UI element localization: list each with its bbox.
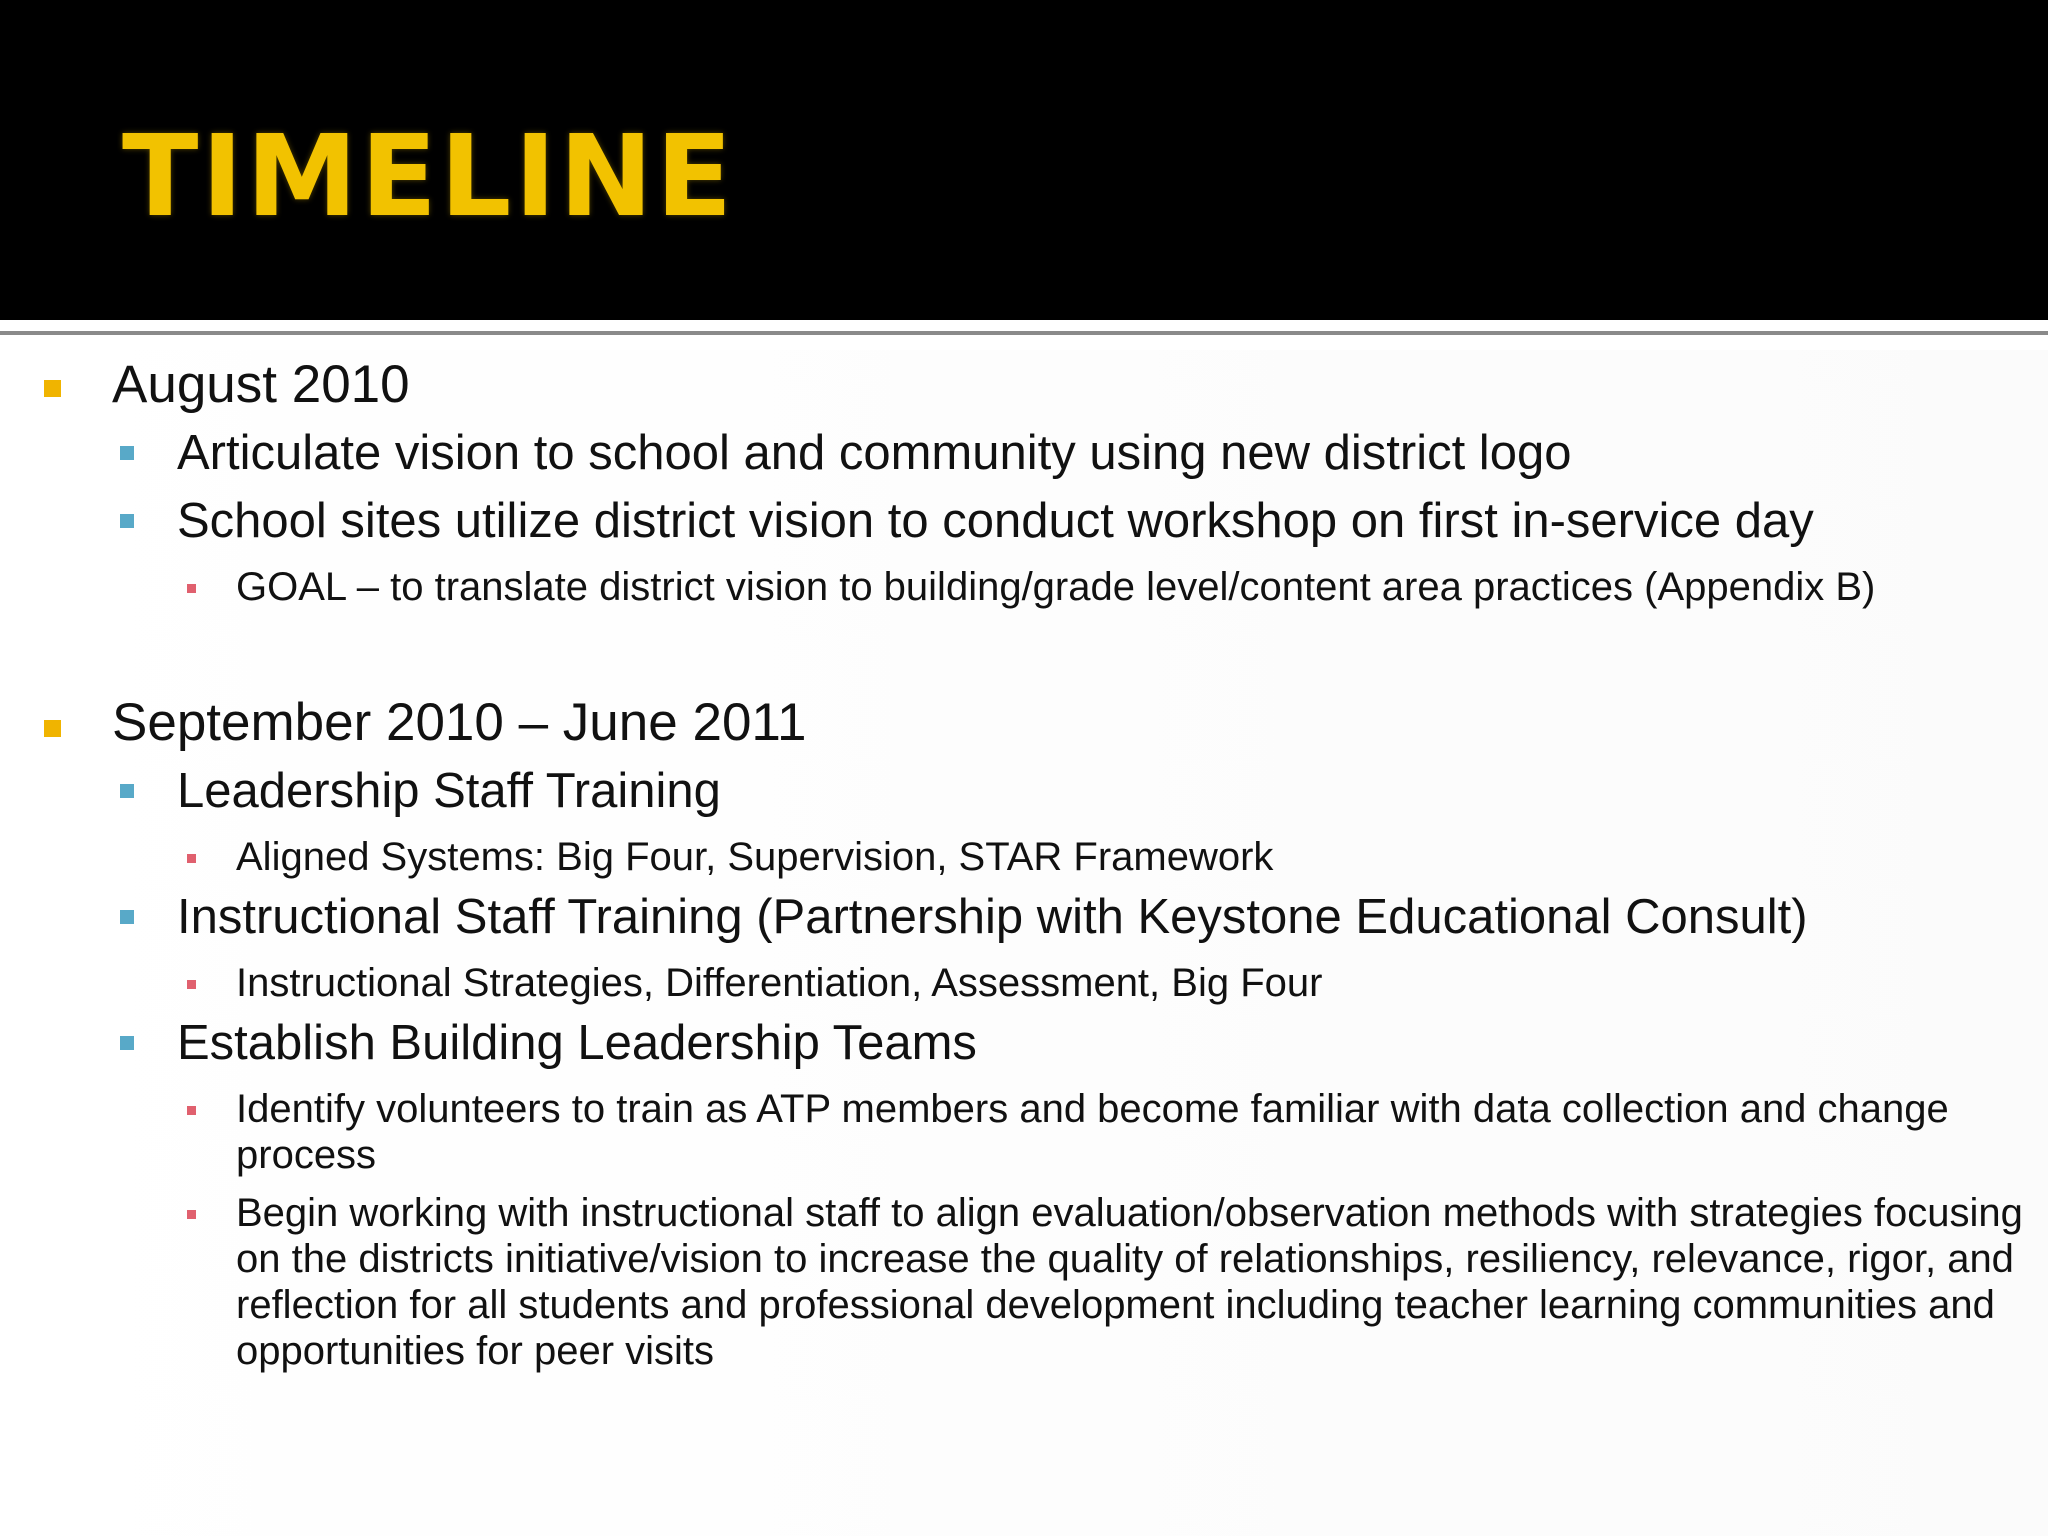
square-bullet-icon — [187, 1210, 196, 1219]
sub-list-item-text: Begin working with instructional staff to align evaluation/observation methods with strategies focusing on the districts initiative/vision to increase the quality of relationships, resiliency, relevance, rigor, and reflection for all students and professional development including teacher learning communities and opportunities for peer visits — [236, 1191, 2023, 1373]
section-heading-text: August 2010 — [112, 355, 410, 414]
square-bullet-icon — [120, 910, 134, 924]
square-bullet-icon — [120, 784, 134, 798]
square-bullet-icon — [187, 980, 196, 989]
list-item-text: Establish Building Leadership Teams — [177, 1016, 977, 1070]
sub-list-item-text: Identify volunteers to train as ATP members and become familiar with data collection and change process — [236, 1087, 1949, 1177]
section-heading-text: September 2010 – June 2011 — [112, 693, 807, 752]
slide-title: TIMELINE — [122, 112, 736, 242]
slide-body — [0, 350, 2048, 1536]
list-item-text: Articulate vision to school and community using new district logo — [177, 426, 1572, 480]
square-bullet-icon — [120, 1036, 134, 1050]
title-bar — [0, 0, 2048, 320]
square-bullet-icon — [120, 446, 134, 460]
list-item-text: Instructional Staff Training (Partnership with Keystone Educational Consult) — [177, 890, 1808, 944]
square-bullet-icon — [44, 380, 61, 397]
list-item-text: Leadership Staff Training — [177, 764, 721, 818]
sub-list-item-text: Aligned Systems: Big Four, Supervision, STAR Framework — [236, 835, 1274, 879]
square-bullet-icon — [187, 584, 196, 593]
square-bullet-icon — [187, 854, 196, 863]
square-bullet-icon — [44, 720, 61, 737]
square-bullet-icon — [187, 1106, 196, 1115]
sub-list-item-text: GOAL – to translate district vision to building/grade level/content area practices (Appendix B) — [236, 565, 1876, 609]
list-item-text: School sites utilize district vision to conduct workshop on first in-service day — [177, 494, 1814, 548]
square-bullet-icon — [120, 514, 134, 528]
sub-list-item-text: Instructional Strategies, Differentiation, Assessment, Big Four — [236, 961, 1323, 1005]
divider-line — [0, 331, 2048, 335]
